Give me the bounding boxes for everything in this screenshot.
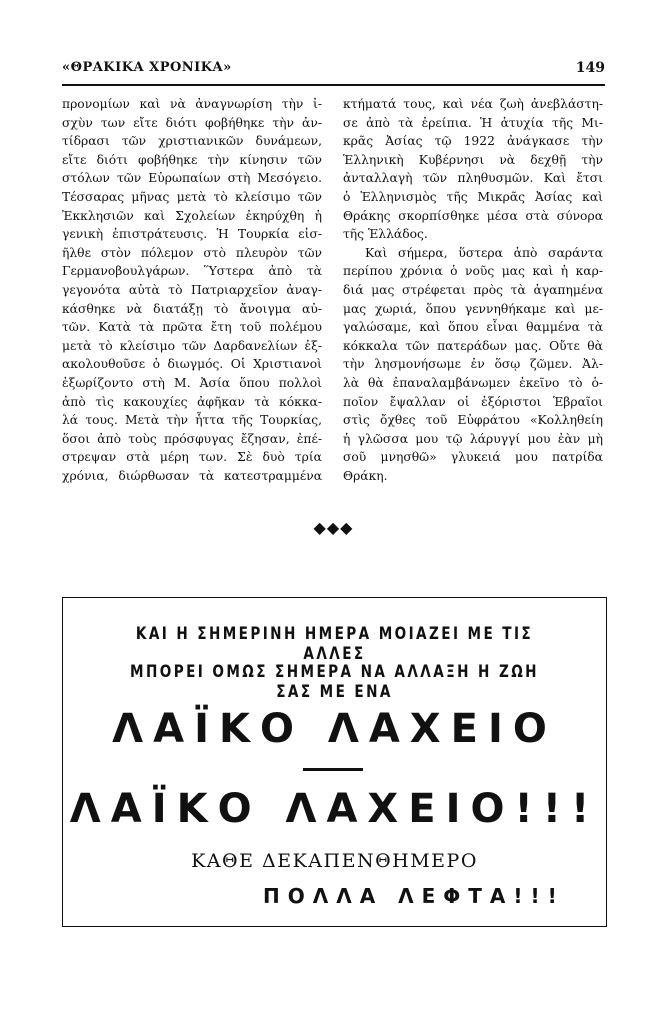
text-line: τῶν. Κατὰ τὰ πρῶτα ἔτη τοῦ πολέμου: [62, 320, 322, 335]
text-line: Ἑλληνικὴ Κυβέρνησι νὰ δεχθῇ τὴν: [343, 152, 603, 167]
text-line: ἐξωρίζοντο στὴ Μ. Ἀσία ὅπου πολλοὶ: [62, 375, 322, 390]
text-line: περίπου χρόνια ὁ νοῦς μας καὶ ἡ καρ-: [343, 264, 603, 279]
text-line: σοῦ μνησθῶ» γλυκειά μου πατρίδα: [343, 450, 603, 465]
text-line: ποῖον ἔψαλλαν οἱ ἐξόριστοι Ἑβραῖοι: [343, 394, 603, 409]
text-line: στρεψαν στὰ μέρη των. Σὲ δυὸ τρία: [62, 450, 322, 465]
text-line: ἡ γλῶσσα μου τῷ λάρυγγί μου ἐὰν μὴ: [343, 431, 603, 446]
text-line: γεγονότα αὐτὰ τὸ Πατριαρχεῖον ἀναγ-: [62, 282, 322, 297]
text-line: ακολουθοῦσε ὁ διωγμός. Οἱ Χριστιανοὶ: [62, 357, 322, 372]
text-line: κτήματά τους, καὶ νέα ζωὴ ἀνεβλάστη-: [343, 97, 603, 111]
text-line: στόλων τῶν Εὐρωπαίων στὴ Μεσόγειο.: [62, 171, 322, 186]
text-line: ἀνταλλαγὴ τῶν πληθυσμῶν. Καὶ ἔτσι: [343, 171, 603, 186]
ad-headline-1: ΛΑΪΚΟ ΛΑΧΕΙΟ: [112, 706, 557, 752]
text-line: ὅσοι ἀπὸ τοὺς πρόσφυγας ἔζησαν, ἐπέ-: [62, 431, 322, 446]
journal-title: «ΘΡΑΚΙΚΑ ΧΡΟΝΙΚΑ»: [62, 60, 232, 75]
text-line: κάσθηκε νὰ διατάξῃ τὸ ἄνοιγμα αὐ-: [62, 301, 322, 316]
left-column: [62, 95, 322, 485]
text-line: Ἐκκλησιῶν καὶ Σχολείων ἐκηρύχθη ἡ: [62, 208, 322, 223]
text-line: γαλώσαμε, καὶ ὅπου εἶναι θαμμένα τὰ: [343, 320, 603, 335]
ad-line-4: ΠΟΛΛΑ ΛΕΦΤΑ!!!: [263, 884, 565, 908]
text-line: στὶς ὄχθες τοῦ Εὐφράτου «Κολληθείη: [343, 413, 603, 428]
text-line: χρόνια, διώρθωσαν τὰ κατεστραμμένα: [62, 468, 322, 483]
text-line: γενικὴ ἐπιστράτευσις. Ἡ Τουρκία εἰσ-: [62, 227, 322, 242]
text-line: κρᾶς Ἀσίας τῷ 1922 ἀνάγκασε τὴν: [343, 134, 603, 149]
text-line: Καὶ σήμερα, ὕστερα ἀπὸ σαράντα: [365, 245, 603, 260]
ad-headline-2: ΛΑΪΚΟ ΛΑΧΕΙΟ!!!: [69, 786, 600, 832]
text-line: τῆς Ἑλλάδος.: [343, 227, 428, 242]
lottery-advertisement: [62, 597, 607, 927]
text-line: Θράκης σκορπίσθηκε μέσα στὰ σύνορα: [343, 208, 603, 223]
text-line: σχὺν των εἴτε διότι φοβήθηκε τὴν ἀν-: [62, 115, 322, 130]
text-line: Γερμανοβουλγάρων. Ὕστερα ἀπὸ τὰ: [62, 264, 322, 279]
text-line: μετὰ τὸ κλείσιμο τῶν Δαρδανελίων ἐξ-: [62, 338, 322, 353]
text-line: τίδρασι τῶν χριστιανικῶν δυνάμεων,: [62, 134, 322, 149]
text-line: σε ἀπὸ τὰ ἐρείπια. Ἡ ἀτυχία τῆς Μι-: [343, 115, 603, 130]
page-header: [62, 60, 605, 82]
text-line: ὁ Ἑλληνισμὸς τῆς Μικρᾶς Ἀσίας καὶ: [343, 189, 603, 204]
page-number: 149: [575, 60, 605, 76]
text-line: Θράκη.: [343, 468, 388, 483]
ad-line-3: ΚΑΘΕ ΔΕΚΑΠΕΝΘΗΜΕΡΟ: [191, 850, 478, 872]
ad-divider: [303, 768, 363, 771]
text-line: ἀπὸ τὶς κακουχίες ἀφῆκαν τὰ κόκκα-: [62, 394, 322, 409]
diamond-separator-icon: ◆◆◆: [313, 518, 354, 537]
text-line: Τέσσαρας μῆνας μετὰ τὸ κλείσιμο τῶν: [62, 189, 322, 204]
text-line: μας χωριά, ὅπου γεννηθήκαμε καὶ με-: [343, 301, 603, 316]
header-rule: [62, 84, 605, 86]
text-line: εἴτε διότι φοβήθηκε τὴν κίνησιν τῶν: [62, 152, 322, 167]
ad-line-2: ΜΠΟΡΕΙ ΟΜΩΣ ΣΗΜΕΡΑ ΝΑ ΑΛΛΑΞΗ Η ΖΩΗ ΣΑΣ ΜΕ ΕΝΑ: [130, 662, 539, 702]
ad-line-1: ΚΑΙ Η ΣΗΜΕΡΙΝΗ ΗΜΕΡΑ ΜΟΙΑΖΕΙ ΜΕ ΤΙΣ ΑΛΛΕΣ: [135, 624, 534, 664]
right-column: [343, 95, 603, 485]
text-line: λά τους. Μετὰ τὴν ἧττα τῆς Τουρκίας,: [62, 413, 322, 428]
text-line: προνομίων καὶ νὰ ἀναγνωρίση τὴν ἰ-: [62, 97, 322, 111]
text-line: ῆλθε στὸν πόλεμον στὸ πλευρὸν τῶν: [62, 245, 322, 260]
text-line: λὰ θὰ ἐπαναλαμβάνωμεν ἐκεῖνο τὸ ὁ-: [343, 375, 603, 390]
text-line: τὴν λησμονήσωμε ἐν ὅσῳ ζῶμεν. Ἀλ-: [343, 357, 603, 372]
text-line: διά μας στρέφεται πρὸς τὰ ἀγαπημένα: [343, 282, 603, 297]
text-line: κόκκαλα τῶν πατεράδων μας. Οὔτε θὰ: [343, 338, 603, 353]
